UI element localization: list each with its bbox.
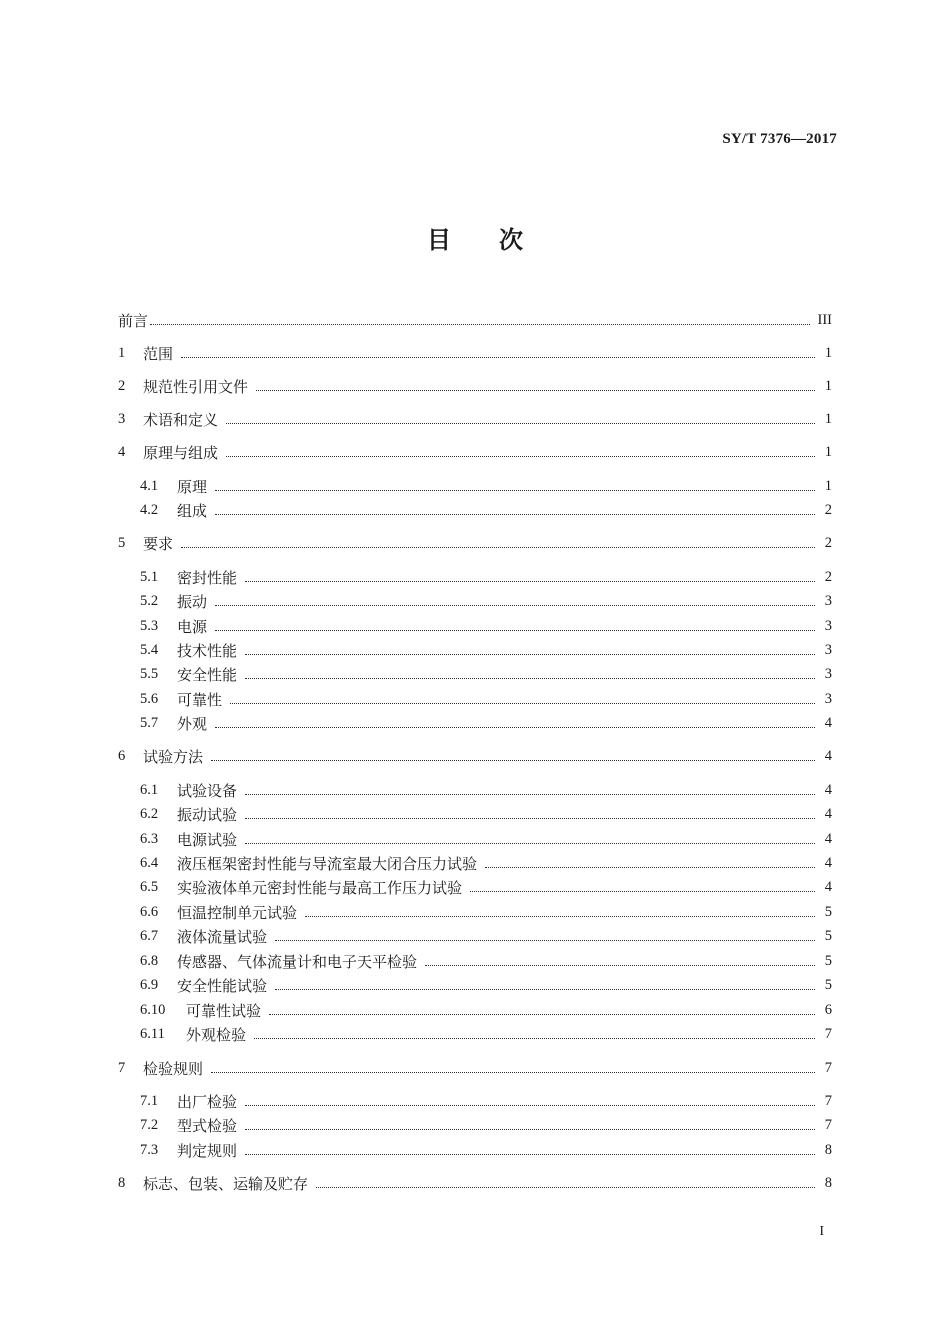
dot-leader bbox=[215, 489, 815, 491]
toc-entry-number: 5.2 bbox=[140, 592, 159, 609]
toc-entry-title: 振动试验 bbox=[177, 805, 238, 824]
toc-entry-number: 6.11 bbox=[140, 1025, 165, 1042]
dot-leader bbox=[215, 513, 815, 515]
toc-entry-title: 可靠性试验 bbox=[186, 1001, 262, 1020]
toc-entry-page: 7 bbox=[824, 1059, 832, 1076]
toc-entry[interactable] bbox=[140, 779, 832, 801]
toc-entry-page: 5 bbox=[824, 976, 832, 993]
page-title: 目次 bbox=[427, 225, 571, 254]
toc-entry[interactable] bbox=[140, 615, 832, 637]
toc-entry-number: 5.1 bbox=[140, 568, 159, 585]
toc-entry[interactable] bbox=[140, 1023, 832, 1045]
toc-entry-title: 前言 bbox=[118, 311, 149, 330]
toc-entry[interactable] bbox=[118, 532, 832, 554]
toc-entry-title: 术语和定义 bbox=[143, 410, 219, 429]
dot-leader bbox=[181, 546, 815, 548]
toc-entry-page: 5 bbox=[824, 952, 832, 969]
toc-entry-page: 6 bbox=[824, 1001, 832, 1018]
toc-entry-page: 4 bbox=[824, 714, 832, 731]
toc-entry-page: 7 bbox=[824, 1025, 832, 1042]
dot-leader bbox=[470, 890, 815, 892]
toc-entry-number: 7.1 bbox=[140, 1092, 159, 1109]
toc-entry[interactable] bbox=[118, 745, 832, 767]
dot-leader bbox=[211, 1071, 815, 1073]
toc-entry-title: 电源试验 bbox=[177, 830, 238, 849]
toc-entry-title: 外观 bbox=[177, 714, 208, 733]
toc-entry-number: 6.1 bbox=[140, 781, 159, 798]
toc-entry-number: 6.8 bbox=[140, 952, 159, 969]
dot-leader bbox=[245, 842, 815, 844]
toc-entry[interactable] bbox=[140, 1114, 832, 1136]
toc-entry-number: 5.6 bbox=[140, 690, 159, 707]
toc-entry-title: 判定规则 bbox=[177, 1141, 238, 1160]
toc-entry[interactable] bbox=[140, 475, 832, 497]
toc-entry[interactable] bbox=[140, 499, 832, 521]
dot-leader bbox=[269, 1013, 815, 1015]
toc-entry-number: 7.2 bbox=[140, 1116, 159, 1133]
toc-entry-title: 规范性引用文件 bbox=[143, 377, 249, 396]
toc-entry[interactable] bbox=[140, 901, 832, 923]
toc-entry-title: 组成 bbox=[177, 501, 208, 520]
toc-entry-page: 4 bbox=[824, 781, 832, 798]
toc-entry-page: 3 bbox=[824, 665, 832, 682]
toc-entry-page: 8 bbox=[824, 1141, 832, 1158]
dot-leader bbox=[215, 726, 815, 728]
toc-entry-number: 6 bbox=[118, 747, 126, 764]
toc-entry-title: 液压框架密封性能与导流室最大闭合压力试验 bbox=[177, 854, 478, 873]
toc-entry[interactable] bbox=[140, 566, 832, 588]
toc-entry-number: 1 bbox=[118, 344, 126, 361]
toc-entry-page: 7 bbox=[824, 1092, 832, 1109]
toc-entry[interactable] bbox=[140, 1090, 832, 1112]
toc-entry-number: 2 bbox=[118, 377, 126, 394]
toc-entry-title: 试验设备 bbox=[177, 781, 238, 800]
toc-entry-number: 5.7 bbox=[140, 714, 159, 731]
toc-entry-page: 2 bbox=[824, 501, 832, 518]
toc-entry-title: 恒温控制单元试验 bbox=[177, 903, 298, 922]
toc-entry-number: 6.10 bbox=[140, 1001, 166, 1018]
dot-leader bbox=[316, 1186, 815, 1188]
toc-entry-page: 4 bbox=[824, 805, 832, 822]
toc-entry[interactable] bbox=[140, 828, 832, 850]
toc-entry-page: 7 bbox=[824, 1116, 832, 1133]
dot-leader bbox=[245, 677, 815, 679]
dot-leader bbox=[245, 1128, 815, 1130]
toc-entry[interactable] bbox=[118, 441, 832, 463]
toc-entry-title: 电源 bbox=[177, 617, 208, 636]
toc-entry-page: 8 bbox=[824, 1174, 832, 1191]
toc-entry-title: 传感器、气体流量计和电子天平检验 bbox=[177, 952, 418, 971]
toc-entry[interactable] bbox=[118, 309, 832, 331]
toc-entry-number: 6.4 bbox=[140, 854, 159, 871]
toc-entry-title: 安全性能 bbox=[177, 665, 238, 684]
toc-entry-title: 振动 bbox=[177, 592, 208, 611]
toc-entry-page: 5 bbox=[824, 927, 832, 944]
page-folio: I bbox=[819, 1224, 824, 1239]
toc-entry-page: 3 bbox=[824, 641, 832, 658]
toc-entry-title: 原理与组成 bbox=[143, 443, 219, 462]
toc-entry-title: 液体流量试验 bbox=[177, 927, 268, 946]
toc-entry[interactable] bbox=[140, 712, 832, 734]
dot-leader bbox=[275, 939, 815, 941]
toc-entry-number: 6.5 bbox=[140, 878, 159, 895]
toc-entry-number: 4.2 bbox=[140, 501, 159, 518]
toc-entry-number: 6.9 bbox=[140, 976, 159, 993]
dot-leader bbox=[485, 866, 815, 868]
dot-leader bbox=[305, 915, 815, 917]
toc-entry-number: 5 bbox=[118, 534, 126, 551]
toc-entry-title: 试验方法 bbox=[143, 747, 204, 766]
dot-leader bbox=[245, 1153, 815, 1155]
toc-entry-number: 6.7 bbox=[140, 927, 159, 944]
toc-entry-page: 2 bbox=[824, 568, 832, 585]
toc-entry-page: 4 bbox=[824, 747, 832, 764]
toc-entry-page: 3 bbox=[824, 690, 832, 707]
toc-entry[interactable] bbox=[140, 590, 832, 612]
toc-entry[interactable] bbox=[118, 342, 832, 364]
toc-entry-number: 8 bbox=[118, 1174, 126, 1191]
dot-leader bbox=[230, 702, 815, 704]
dot-leader bbox=[275, 988, 815, 990]
toc-entry-number: 5.4 bbox=[140, 641, 159, 658]
toc-entry-title: 安全性能试验 bbox=[177, 976, 268, 995]
dot-leader bbox=[245, 580, 815, 582]
dot-leader bbox=[245, 653, 815, 655]
standard-code: SY/T 7376—2017 bbox=[722, 131, 837, 147]
toc-entry-number: 4 bbox=[118, 443, 126, 460]
toc-entry[interactable] bbox=[140, 803, 832, 825]
toc-entry-title: 范围 bbox=[143, 344, 174, 363]
toc-entry-number: 3 bbox=[118, 410, 126, 427]
toc-entry-title: 密封性能 bbox=[177, 568, 238, 587]
toc-entry-title: 原理 bbox=[177, 477, 208, 496]
toc-entry-number: 5.5 bbox=[140, 665, 159, 682]
dot-leader bbox=[254, 1037, 815, 1039]
toc-entry[interactable] bbox=[140, 876, 832, 898]
toc-entry-number: 7 bbox=[118, 1059, 126, 1076]
toc-entry-number: 4.1 bbox=[140, 477, 159, 494]
dot-leader bbox=[215, 629, 815, 631]
toc-entry-page: 2 bbox=[824, 534, 832, 551]
toc-entry[interactable] bbox=[140, 974, 832, 996]
dot-leader bbox=[226, 455, 815, 457]
toc-entry[interactable] bbox=[140, 852, 832, 874]
toc-entry-number: 5.3 bbox=[140, 617, 159, 634]
toc-entry-page: 1 bbox=[824, 377, 832, 394]
dot-leader bbox=[245, 1104, 815, 1106]
toc-entry-page: 3 bbox=[824, 592, 832, 609]
toc-entry[interactable] bbox=[140, 1139, 832, 1161]
toc-entry[interactable] bbox=[118, 375, 832, 397]
dot-leader bbox=[211, 759, 815, 761]
toc-entry[interactable] bbox=[140, 688, 832, 710]
toc-entry-page: 4 bbox=[824, 830, 832, 847]
toc-entry-page: 1 bbox=[824, 410, 832, 427]
dot-leader bbox=[226, 422, 815, 424]
toc-entry-page: 3 bbox=[824, 617, 832, 634]
toc-entry-page: 5 bbox=[824, 903, 832, 920]
dot-leader bbox=[150, 323, 809, 325]
dot-leader bbox=[256, 389, 815, 391]
toc-entry-page: 4 bbox=[824, 878, 832, 895]
toc-entry-page: 4 bbox=[824, 854, 832, 871]
toc-entry[interactable] bbox=[140, 639, 832, 661]
toc-entry-page: III bbox=[817, 311, 832, 328]
toc-entry-title: 要求 bbox=[143, 534, 174, 553]
toc-entry[interactable] bbox=[140, 999, 832, 1021]
dot-leader bbox=[181, 356, 815, 358]
toc-entry-title: 检验规则 bbox=[143, 1059, 204, 1078]
toc-entry[interactable] bbox=[118, 408, 832, 430]
dot-leader bbox=[245, 817, 815, 819]
toc-entry-title: 出厂检验 bbox=[177, 1092, 238, 1111]
toc-entry-title: 型式检验 bbox=[177, 1116, 238, 1135]
toc-entry[interactable] bbox=[118, 1057, 832, 1079]
dot-leader bbox=[425, 964, 815, 966]
toc-entry-page: 1 bbox=[824, 344, 832, 361]
toc-entry-page: 1 bbox=[824, 443, 832, 460]
toc-entry[interactable] bbox=[140, 663, 832, 685]
toc-entry[interactable] bbox=[118, 1172, 832, 1194]
toc-entry-title: 标志、包装、运输及贮存 bbox=[143, 1174, 309, 1193]
toc-entry[interactable] bbox=[140, 925, 832, 947]
toc-entry-number: 6.3 bbox=[140, 830, 159, 847]
toc-entry-title: 可靠性 bbox=[177, 690, 223, 709]
toc-entry-title: 实验液体单元密封性能与最高工作压力试验 bbox=[177, 878, 463, 897]
toc-entry-title: 技术性能 bbox=[177, 641, 238, 660]
toc-entry[interactable] bbox=[140, 950, 832, 972]
toc-entry-number: 7.3 bbox=[140, 1141, 159, 1158]
toc-entry-number: 6.6 bbox=[140, 903, 159, 920]
toc-entry-page: 1 bbox=[824, 477, 832, 494]
toc-entry-number: 6.2 bbox=[140, 805, 159, 822]
dot-leader bbox=[215, 604, 815, 606]
dot-leader bbox=[245, 793, 815, 795]
toc-entry-title: 外观检验 bbox=[186, 1025, 247, 1044]
